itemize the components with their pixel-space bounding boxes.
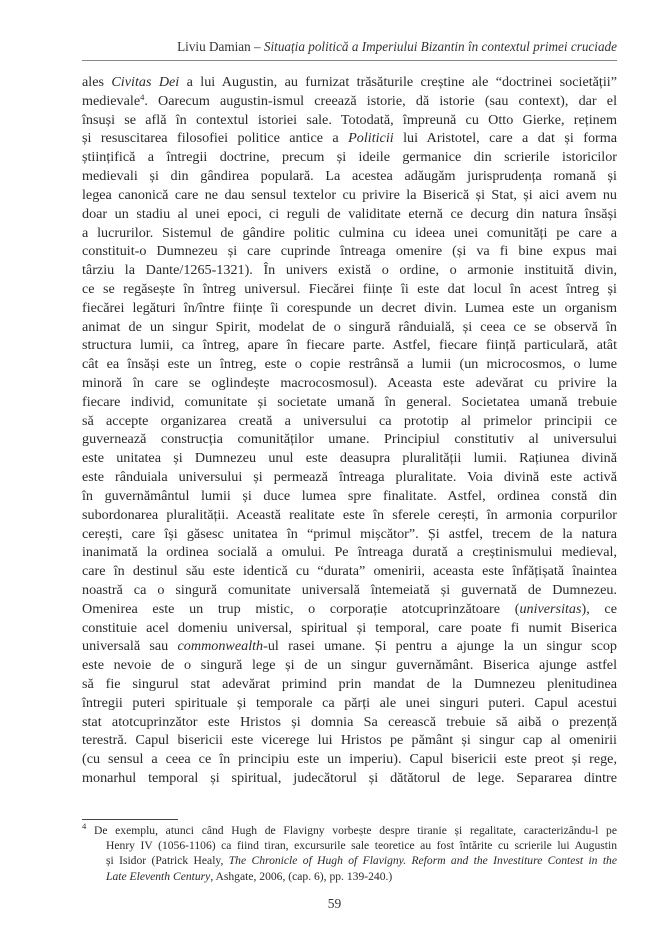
- text-run: este rânduiala universului și permează întreaga pluralitate. Voia divină este activă: [82, 469, 617, 486]
- footnote: [82, 823, 617, 884]
- text-run: întregii puteri spirituale și temporale ca părți ale unei singuri puteri. Capul acestui: [82, 694, 617, 711]
- body-line: [82, 600, 617, 619]
- body-line: [82, 543, 617, 562]
- body-line: [82, 487, 617, 506]
- text-run: să accepte organizarea creată a universului ca prototip al primelor principii ce: [82, 412, 617, 429]
- text-run: ales: [82, 74, 112, 90]
- body-line: [82, 619, 617, 638]
- text-run: târziu la Dante/1265-1321). În univers există o ordine, o armonie instituită divin,: [82, 262, 617, 279]
- text-run: Henry IV (1056-1106) ca fiind tiran, excursurile sale teoretice au fost întărite cu scrierile lui Augustin: [106, 839, 617, 853]
- text-run: lui Aristotel, care a dat și forma: [393, 130, 618, 147]
- body-line: [82, 750, 617, 769]
- text-run: ), ce: [581, 600, 617, 617]
- italic-text: Civitas Dei: [111, 74, 180, 90]
- body-line: [82, 261, 617, 280]
- body-line: [82, 449, 617, 468]
- body-line: [82, 336, 617, 355]
- text-run: De exemplu, atunci când Hugh de Flavigny vorbește despre tiranie și regalitate, caracterizându-l pe: [86, 824, 617, 837]
- text-run: constituit-o Dumnezeu și care cuprinde întreaga omenire (și va fi bine expus mai: [82, 243, 617, 260]
- footnote-marker: 4: [82, 821, 87, 831]
- text-run: universală sau: [82, 638, 178, 655]
- body-line: [82, 675, 617, 694]
- text-run: terestră. Capul bisericii este vicerege lui Hristos pe pământ și singur cap al omenirii: [82, 732, 617, 749]
- body-line: [82, 637, 617, 656]
- text-run: constituie acel domeniu universal, spiritual și temporal, care poate fi numit Biserica: [82, 619, 617, 636]
- footnote-line: [82, 823, 617, 838]
- body-line: [82, 148, 617, 167]
- italic-text: The Chronicle of Hugh of Flavigny. Reform and the Investiture Contest in the: [228, 854, 618, 868]
- body-line: [82, 506, 617, 525]
- header-author: Liviu Damian –: [177, 39, 264, 54]
- text-run: cerești, care își găsesc unitatea în “primul mișcător”. Și astfel, trecem de la natura: [82, 525, 617, 542]
- text-run: a lui Augustin, au furnizat trăsăturile creștine ale “doctrinei societății”: [179, 74, 617, 90]
- body-line: [82, 562, 617, 581]
- italic-text: Late Eleventh Century: [106, 869, 211, 883]
- text-run: în guvernământul lumii și duce lumea spre finalitate. Astfel, ordinea constă din: [82, 487, 617, 504]
- body-line: [82, 73, 617, 92]
- text-run: (cu sensul a ceea ce în principiu este un imperiu). Capul bisericii este preot și rege,: [82, 751, 617, 768]
- body-line: [82, 731, 617, 750]
- body-line: [82, 242, 617, 261]
- text-run: noastră ca o singură comunitate universală întemeiată și guvernată de Dumnezeu.: [82, 581, 617, 598]
- text-run: -ul rasei umane. Și pentru a ajunge la un singur scop: [263, 638, 618, 655]
- text-run: și Isidor (Patrick Healy,: [106, 854, 229, 868]
- text-run: fiecare individ, comunitate și societate umană în general. Societatea umană trebuie: [82, 393, 617, 410]
- text-run: cât ea însăși este un întreg, este o copie restrânsă a lumii (un microcosmos, o lume: [82, 356, 617, 373]
- text-run: medievale: [82, 92, 141, 109]
- text-run: inanimată la ordinea socială a omului. Pe întreaga durată a creștinismului medieval,: [82, 544, 617, 561]
- text-run: este unitatea și Dumnezeu unul este deasupra pluralității lumii. Rațiunea divină: [82, 450, 617, 467]
- body-line: [82, 355, 617, 374]
- header-title: Situația politică a Imperiului Bizantin în contextul primei cruciade: [263, 39, 617, 54]
- text-run: ce se regăsește în întreg universul. Fiecărei ființe îi este dat locul în acest întreg și: [82, 280, 617, 297]
- text-run: monarhul temporal și spiritual, judecătorul și dătătorul de lege. Separarea dintre: [82, 770, 617, 787]
- body-line: [82, 430, 617, 449]
- text-run: Omenirea este un trup mistic, o corporație atotcuprinzătoare (: [82, 600, 520, 617]
- text-run: medievali și din gândirea populară. La acestea adăugăm jurisprudența romană și: [82, 168, 617, 185]
- body-line: [82, 393, 617, 412]
- text-run: animat de un singur Spirit, modelat de o singură rânduială, și ceea ce se observă în: [82, 318, 617, 335]
- footnote-line: [82, 838, 617, 853]
- text-run: guvernează construcția comunităților umane. Principiul constitutiv al universului: [82, 431, 617, 448]
- body-line: [82, 205, 617, 224]
- text-run: structura lumii, ca întreg, apare în fiecare parte. Astfel, fiecare ființă particulară, atât: [82, 337, 617, 354]
- text-run: a lucrurilor. Sistemul de gândire politic culmina cu ideea unei comunități pe care a: [82, 224, 617, 241]
- body-line: [82, 280, 617, 299]
- text-run: subordonarea pluralității. Această realitate este în sferele cerești, în armonia corpurilor: [82, 506, 617, 523]
- text-run: minoră în care se oglindește macrocosmosul). Aceasta este adevărat cu privire la: [82, 375, 617, 391]
- body-line: [82, 656, 617, 675]
- body-line: [82, 374, 617, 393]
- body-text: [82, 73, 617, 788]
- body-line: [82, 111, 617, 130]
- text-run: doar un stadiu al unei epoci, ci reguli de validitate eternă ce decurg din natura însăși: [82, 205, 617, 222]
- text-run: . Oarecum augustin-ismul creează istorie, dă istorie (sau context), dar el: [144, 92, 617, 109]
- body-line: [82, 129, 617, 148]
- header-rule: [82, 60, 617, 61]
- page-number: 59: [327, 896, 342, 911]
- italic-text: commonwealth: [177, 638, 264, 655]
- body-line: [82, 694, 617, 713]
- running-header: [118, 39, 617, 55]
- text-run: și resuscitarea filosofiei politice antice a: [82, 130, 349, 147]
- footnote-line: [82, 869, 617, 884]
- body-line: [82, 318, 617, 337]
- footnote-line: [82, 853, 617, 868]
- text-run: fiecărei legături în/între ființe îi corespunde un decret divin. Lumea este un organism: [82, 299, 617, 316]
- body-line: [82, 167, 617, 186]
- body-line: [82, 713, 617, 732]
- text-run: să fie singurul stat adevărat primind prin mandat de la Dumnezeu plenitudinea: [82, 676, 617, 692]
- text-run: care în destinul său este identică cu “durata” omenirii, aceasta este înfățișată înaintea: [82, 563, 617, 580]
- italic-text: universitas: [519, 600, 582, 617]
- body-line: [82, 299, 617, 318]
- text-run: , Ashgate, 2006, (cap. 6), pp. 139-240.): [210, 869, 393, 883]
- italic-text: Politicii: [348, 130, 394, 147]
- body-line: [82, 525, 617, 544]
- text-run: științifică a întregii doctrine, precum și ideile germanice din scrierile istoricilor: [82, 149, 617, 166]
- text-run: legea canonică care ne dau sensul textelor cu privire la Biserică și Stat, și aici avem nu: [82, 186, 617, 203]
- text-run: însuși se află în contextul istoriei sale. Totodată, împreună cu Otto Gierke, reținem: [82, 111, 617, 128]
- text-run: este nevoie de o singură lege și de un singur guvernământ. Biserica ajunge astfel: [82, 657, 617, 674]
- body-line: [82, 186, 617, 205]
- body-line: [82, 412, 617, 431]
- text-run: stat atotcuprinzător este Hristos și domnia Sa cerească trebuie să aibă o prezență: [82, 713, 617, 730]
- body-line: [82, 92, 617, 111]
- body-line: [82, 468, 617, 487]
- body-line: [82, 769, 617, 788]
- body-line: [82, 224, 617, 243]
- footnote-rule: [82, 819, 178, 820]
- body-line: [82, 581, 617, 600]
- footnote-marker: 4: [140, 91, 145, 102]
